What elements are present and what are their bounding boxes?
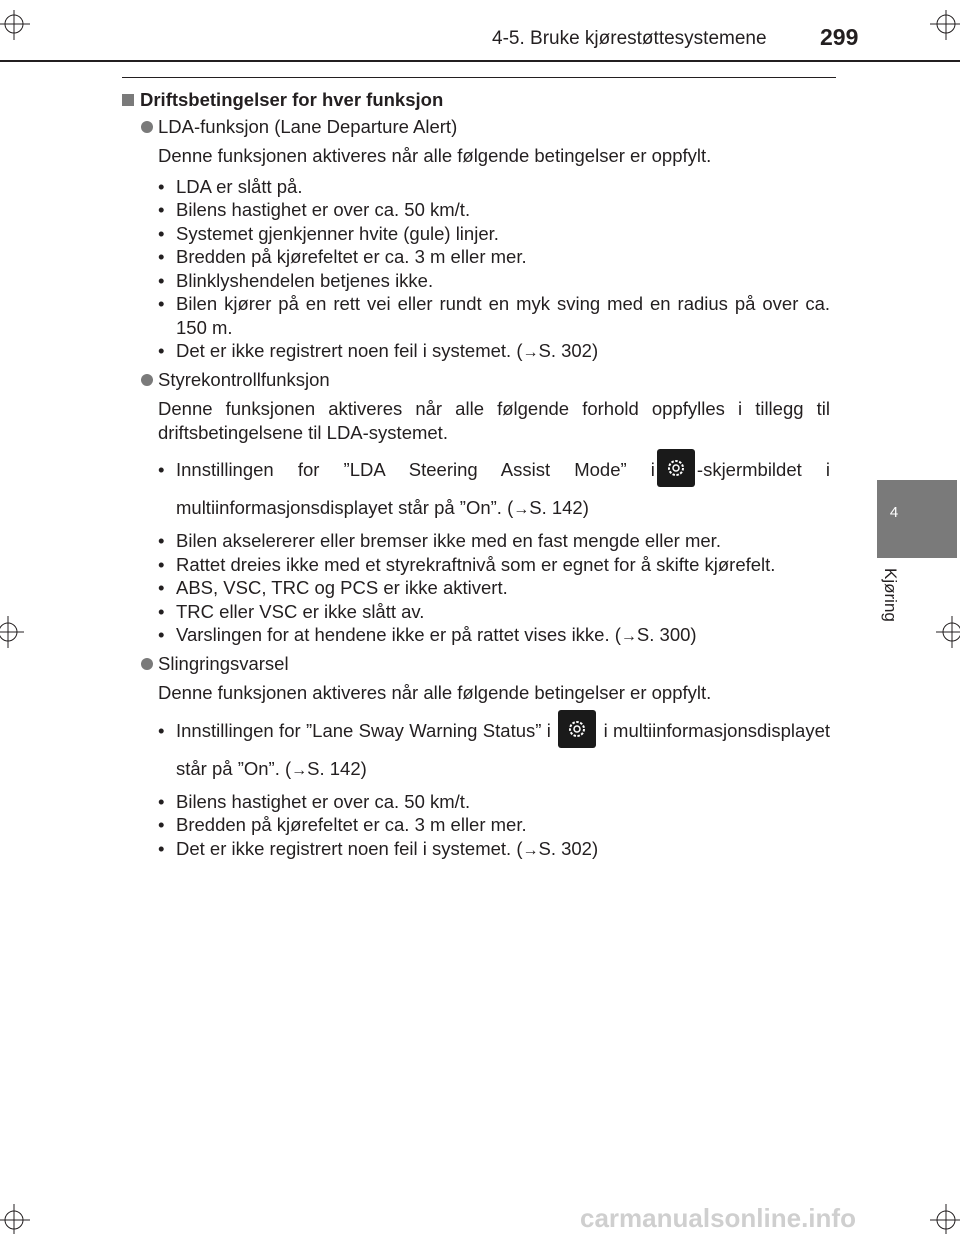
feature-title-lda [122, 115, 830, 139]
list-item: • Bilens hastighet er over ca. 50 km/t. [158, 790, 830, 814]
list-item: • Blinklyshendelen betjenes ikke. [158, 269, 830, 293]
condition-list [158, 175, 830, 365]
list-item: • LDA er slått på. [158, 175, 830, 199]
circle-bullet-icon [141, 658, 153, 670]
content-rule [122, 77, 836, 78]
list-item: • Bilen akselererer eller bremser ikke med en fast mengde eller mer. [158, 529, 830, 553]
right-arrow-icon: → [522, 841, 539, 859]
footer-watermark: carmanualsonline.info [580, 1203, 856, 1233]
list-item: • TRC eller VSC er ikke slått av. [158, 600, 830, 624]
list-item [158, 623, 830, 649]
list-item: • Systemet gjenkjenner hvite (gule) linjer. [158, 222, 830, 246]
crop-mark-top-right [920, 0, 960, 40]
chapter-label-container [880, 568, 904, 638]
header-rule [0, 60, 960, 62]
square-bullet-icon [122, 94, 134, 106]
feature-title-text: Styrekontrollfunksjon [158, 368, 330, 390]
crop-mark-mid-left [0, 612, 30, 652]
right-arrow-icon: → [513, 501, 530, 518]
page-reference-link[interactable]: S. 302) [538, 837, 599, 859]
page-reference-link[interactable]: S. 300) [636, 624, 697, 645]
list-item-text: Innstillingen for ”Lane Sway Warning Status” i [176, 719, 551, 741]
list-item-text: Varslingen for at hendene ikke er på rattet vises ikke. ( [176, 624, 621, 645]
condition-list [158, 451, 830, 649]
crop-mark-bottom-left [0, 1204, 40, 1244]
crop-mark-top-left [0, 0, 40, 40]
feature-description: Denne funksjonen aktiveres når alle følgende forhold oppfylles i tillegg til driftsbetingelsene til LDA-systemet. [158, 398, 830, 443]
right-arrow-icon: → [620, 628, 637, 645]
list-item [158, 451, 830, 529]
list-item [158, 339, 830, 365]
chapter-number: 4 [889, 504, 899, 521]
feature-description: Denne funksjonen aktiveres når alle følgende betingelser er oppfylt. [158, 682, 712, 703]
gear-icon [657, 449, 695, 487]
feature-title-text: Slingringsvarsel [158, 652, 289, 674]
chapter-tab [877, 480, 957, 558]
list-item: • Bilen kjører på en rett vei eller rundt en myk sving med en radius på over ca. 150 m. [158, 292, 830, 339]
list-item: • Bredden på kjørefeltet er ca. 3 m eller mer. [158, 813, 830, 837]
feature-title-steering [122, 368, 830, 392]
list-item: • Rattet dreies ikke med et styrekraftnivå som er egnet for å skifte kjørefelt. [158, 553, 830, 577]
page-number: 299 [820, 24, 859, 50]
list-item [158, 712, 830, 790]
gear-icon [558, 710, 596, 748]
page-reference-link[interactable]: S. 302) [538, 340, 599, 361]
list-item: • ABS, VSC, TRC og PCS er ikke aktivert. [158, 576, 830, 600]
list-item-text: -skjermbildet i multiinformasjonsdisplayet står på ”On”. ( [176, 459, 830, 518]
list-item-text: i multiinformasjonsdisplayet står på ”On”. ( [176, 719, 831, 779]
right-arrow-icon: → [522, 344, 539, 361]
section-heading [122, 88, 830, 112]
circle-bullet-icon [141, 374, 153, 386]
crop-mark-bottom-right [920, 1204, 960, 1244]
feature-description: Denne funksjonen aktiveres når alle følgende betingelser er oppfylt. [158, 145, 712, 166]
list-item: • Bredden på kjørefeltet er ca. 3 m eller mer. [158, 245, 830, 269]
circle-bullet-icon [141, 121, 153, 133]
page-reference-link[interactable]: S. 142) [529, 497, 589, 518]
feature-title-text: LDA-funksjon (Lane Departure Alert) [158, 115, 458, 137]
page-reference-link[interactable]: S. 142) [307, 757, 367, 779]
main-content [122, 88, 830, 864]
feature-title-sway [122, 652, 830, 676]
condition-list [158, 712, 830, 863]
crop-mark-mid-right [930, 612, 960, 652]
list-item-text: Det er ikke registrert noen feil i systemet. ( [176, 837, 523, 859]
list-item-text: Innstillingen for ”LDA Steering Assist Mode” i [176, 459, 655, 480]
list-item [158, 837, 830, 863]
right-arrow-icon: → [291, 761, 308, 779]
list-item: • Bilens hastighet er over ca. 50 km/t. [158, 198, 830, 222]
list-item-text: Det er ikke registrert noen feil i systemet. ( [176, 340, 523, 361]
chapter-label: Kjøring [881, 568, 900, 622]
section-heading-text: Driftsbetingelser for hver funksjon [140, 89, 444, 110]
running-header: 4-5. Bruke kjørestøttesystemene [492, 28, 767, 49]
